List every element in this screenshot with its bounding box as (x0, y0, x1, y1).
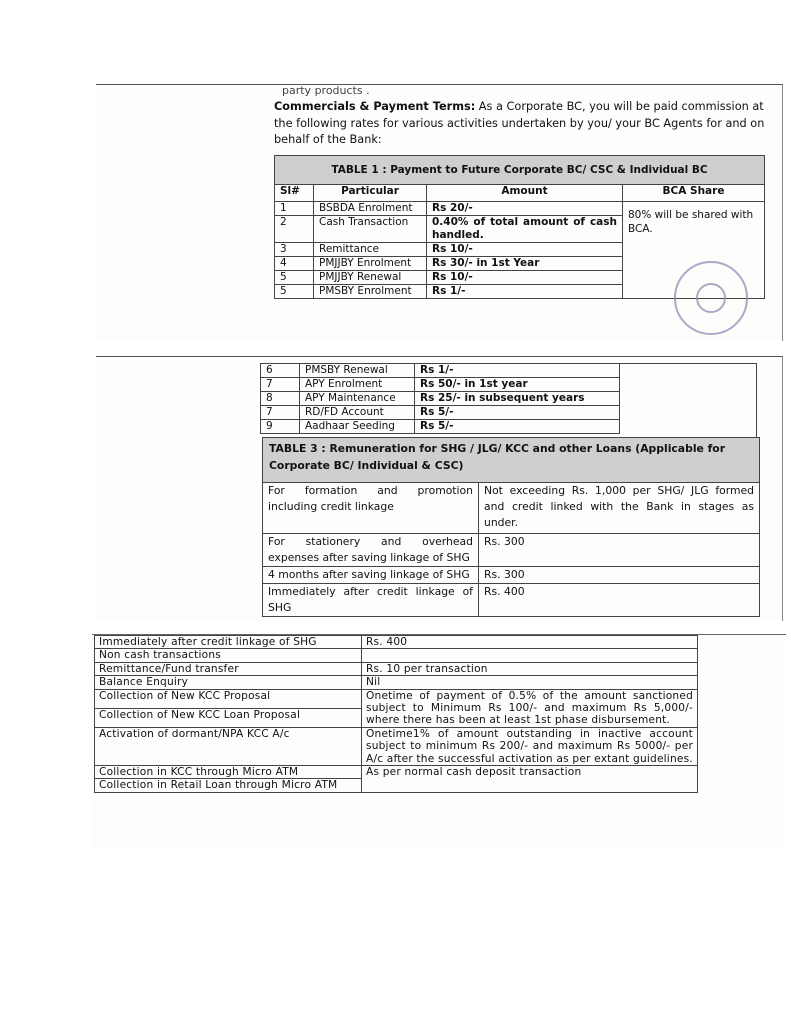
cell-amount: 0.40% of total amount of cash handled. (427, 216, 623, 243)
cell-amount: Rs 50/- in 1st year (415, 378, 620, 392)
cell-value: Onetime1% of amount outstanding in inactive account subject to minimum Rs 200/- and maximum Rs 5000/- per A/c after the successful activation as per extant guidelines. (362, 727, 698, 765)
cell-particular: PMJJBY Enrolment (314, 257, 427, 271)
cell-particular: RD/FD Account (300, 406, 415, 420)
table-3 (262, 437, 760, 617)
table-row (275, 202, 765, 216)
cell-sl: 8 (261, 392, 300, 406)
cell-sl: 9 (261, 420, 300, 434)
table-row (263, 534, 760, 567)
scan-section-1 (96, 84, 783, 341)
cell-amount: Rs 1/- (415, 364, 620, 378)
table-1-continued (260, 363, 620, 434)
cell-label: Remittance/Fund transfer (95, 662, 362, 675)
cell-particular: PMSBY Renewal (300, 364, 415, 378)
scan-section-2 (96, 356, 783, 621)
cell-value: Rs. 300 (479, 534, 760, 567)
table-row (261, 364, 620, 378)
commercials-paragraph (274, 99, 774, 149)
header-bca-share: BCA Share (623, 185, 765, 202)
cell-amount: Rs 5/- (415, 406, 620, 420)
header-sl: Sl# (275, 185, 314, 202)
cell-particular: APY Maintenance (300, 392, 415, 406)
table-row (95, 649, 698, 662)
header-amount: Amount (427, 185, 623, 202)
cell-sl: 7 (261, 406, 300, 420)
cell-particular: Cash Transaction (314, 216, 427, 243)
table-row (95, 636, 698, 649)
cell-particular: APY Enrolment (300, 378, 415, 392)
cell-particular: PMSBY Enrolment (314, 285, 427, 299)
cell-particular: PMJJBY Renewal (314, 271, 427, 285)
cell-label: Balance Enquiry (95, 676, 362, 689)
cell-sl: 2 (275, 216, 314, 243)
cell-label: For stationery and overhead expenses after saving linkage of SHG (263, 534, 479, 567)
cell-value: Rs. 400 (479, 584, 760, 617)
table-3-caption: TABLE 3 : Remuneration for SHG / JLG/ KCC and other Loans (Applicable for Corporate BC/ Individual & CSC) (263, 438, 760, 483)
table-row (261, 420, 620, 434)
bca-share-column-continued (619, 363, 757, 439)
table-row (261, 406, 620, 420)
cell-particular: BSBDA Enrolment (314, 202, 427, 216)
header-particular: Particular (314, 185, 427, 202)
cell-value: Not exceeding Rs. 1,000 per SHG/ JLG formed and credit linked with the Bank in stages as under. (479, 483, 760, 534)
cell-sl: 6 (261, 364, 300, 378)
table-row (95, 676, 698, 689)
cell-particular: Aadhaar Seeding (300, 420, 415, 434)
cell-value: Rs. 400 (362, 636, 698, 649)
cell-label: Immediately after credit linkage of SHG (263, 584, 479, 617)
cell-amount: Rs 10/- (427, 243, 623, 257)
cell-amount: Rs 25/- in subsequent years (415, 392, 620, 406)
cell-label: Collection of New KCC Proposal (95, 689, 362, 708)
table-1-caption: TABLE 1 : Payment to Future Corporate BC/ CSC & Individual BC (275, 156, 765, 185)
cut-off-line: party products . (282, 84, 370, 97)
scan-section-3 (92, 634, 786, 849)
table-4 (94, 635, 698, 793)
cell-value: Rs. 300 (479, 567, 760, 584)
cell-amount: Rs 5/- (415, 420, 620, 434)
cell-sl: 7 (261, 378, 300, 392)
table-row (261, 378, 620, 392)
table-row (263, 567, 760, 584)
cell-label: Immediately after credit linkage of SHG (95, 636, 362, 649)
cell-amount: Rs 20/- (427, 202, 623, 216)
cell-value (362, 649, 698, 662)
table-row (95, 766, 698, 779)
cell-sl: 1 (275, 202, 314, 216)
commercials-heading: Commercials & Payment Terms: (274, 100, 476, 113)
cell-value: As per normal cash deposit transaction (362, 766, 698, 793)
cell-label: 4 months after saving linkage of SHG (263, 567, 479, 584)
cell-value: Nil (362, 676, 698, 689)
table-row (263, 483, 760, 534)
cell-label: For formation and promotion including credit linkage (263, 483, 479, 534)
table-row (95, 689, 698, 708)
cell-label: Collection of New KCC Loan Proposal (95, 708, 362, 727)
cell-amount: Rs 10/- (427, 271, 623, 285)
table-row (261, 392, 620, 406)
cell-label: Collection in Retail Loan through Micro ATM (95, 779, 362, 792)
cell-label: Collection in KCC through Micro ATM (95, 766, 362, 779)
cell-sl: 4 (275, 257, 314, 271)
cell-label: Activation of dormant/NPA KCC A/c (95, 727, 362, 765)
table-row (263, 584, 760, 617)
table-row (95, 727, 698, 765)
table-row (95, 662, 698, 675)
cell-value: Onetime of payment of 0.5% of the amount sanctioned subject to Minimum Rs 100/- and maximum Rs 5,000/- where there has been at least 1st phase disbursement. (362, 689, 698, 727)
cell-amount: Rs 1/- (427, 285, 623, 299)
cell-sl: 5 (275, 285, 314, 299)
cell-bca-share: 80% will be shared with BCA. (623, 202, 765, 299)
cell-amount: Rs 30/- in 1st Year (427, 257, 623, 271)
cell-sl: 5 (275, 271, 314, 285)
bank-seal-stamp (674, 261, 748, 335)
cell-label: Non cash transactions (95, 649, 362, 662)
cell-value: Rs. 10 per transaction (362, 662, 698, 675)
commercials-text: As a Corporate BC, you will be paid commission at the following rates for various activities undertaken by you/ your BC Agents for and on behalf of the Bank: (274, 100, 765, 146)
cell-particular: Remittance (314, 243, 427, 257)
cell-sl: 3 (275, 243, 314, 257)
